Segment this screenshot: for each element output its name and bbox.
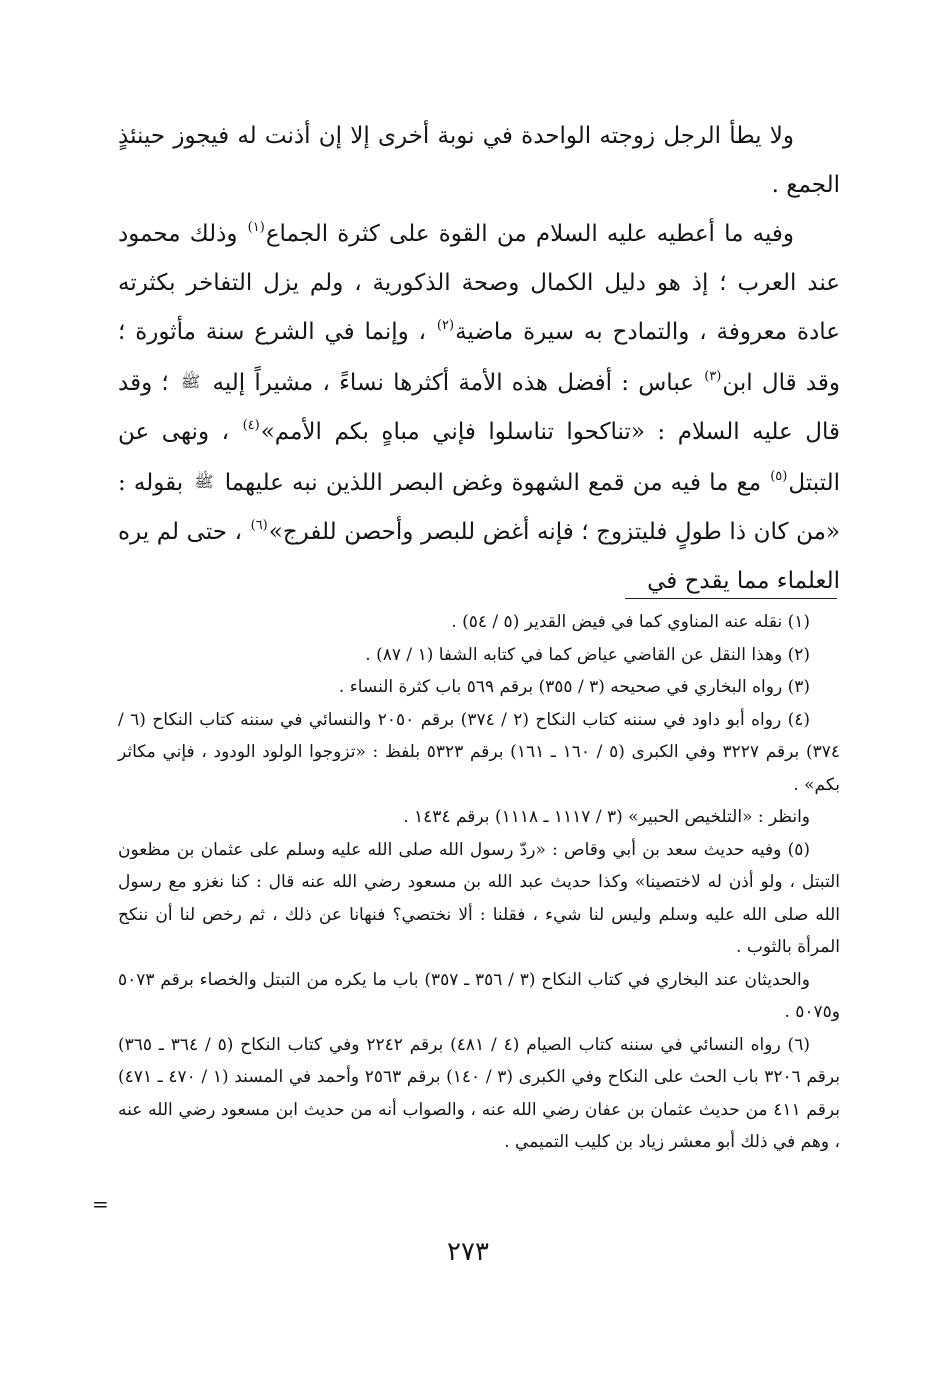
paragraph-2 — [118, 210, 840, 606]
footnote-3: (٣) رواه البخاري في صحيحه (٣ / ٣٥٥) برقم ٥٦٩ باب كثرة النساء . — [338, 677, 810, 697]
footnote-2: (٢) وهذا النقل عن القاضي عياض كما في كتابه الشفا (١ / ٨٧) . — [365, 644, 810, 665]
footnote-ref-4: (٤) — [242, 418, 260, 433]
salawat-icon: ﷺ — [180, 372, 201, 391]
footnote-5: (٥) وفيه حديث سعد بن أبي وقاص : «ردّ رسول الله صلى الله عليه وسلم على عثمان بن مظعون التبتل ، ولو أذن له لاختصينا» وكذا حديث عبد الله بن مسعود رضي الله عنه قال : كنا نغزو مع رسول الله صلى الله عليه وسلم وليس لنا شيء ، فقلنا : ألا نختصي؟ فنهانا عن ذلك ، ثم رخص لنا أن ننكح المرأة بالثوب . — [118, 839, 840, 957]
text-segment: وفيه ما أعطيه عليه السلام من القوة على كثرة الجماع — [265, 221, 794, 247]
footnotes — [118, 606, 840, 1159]
footnote-ref-1: (١) — [247, 220, 265, 235]
page-number: ٢٧٣ — [447, 1237, 489, 1267]
salawat-icon: ﷺ — [194, 472, 214, 491]
footnote-4: (٤) رواه أبو داود في سننه كتاب النكاح (٢ / ٣٧٤) برقم ٢٠٥٠ والنسائي في سننه كتاب النكاح (٦ / ٣٧٤) برقم ٣٢٢٧ وفي الكبرى (٥ / ١٦٠ ـ ١٦١) برقم ٥٣٢٣ بلفظ : «تزوجوا الولود الودود ، فإني مكاثر بكم» . — [118, 709, 840, 795]
footnote-ref-2: (٢) — [436, 318, 455, 333]
text-segment: مع ما فيه من قمع الشهوة وغض البصر اللذين نبه عليهما — [216, 470, 770, 496]
paragraph-1: ولا يطأ الرجل زوجته الواحدة في نوبة أخرى إلا إن أذنت له فيجوز حينئذٍ الجمع . — [118, 123, 840, 198]
footnote-5-continuation: والحديثان عند البخاري في كتاب النكاح (٣ / ٣٥٦ ـ ٣٥٧) باب ما يكره من التبتل والخصاء برقم ٥٠٧٣ و٥٠٧٥ . — [118, 969, 840, 1022]
text-segment: ؛ وقد قال عليه السلام : «تناكحوا تناسلوا فإني مباهٍ بكم الأمم» — [118, 370, 840, 445]
main-text — [118, 112, 840, 606]
footnote-ref-6: (٦) — [250, 518, 268, 533]
text-segment: ، وإنما في الشرع سنة مأثورة ؛ وقد قال ابن — [118, 319, 840, 396]
footnote-4-continuation: وانظر : «التلخيص الحبير» (٣ / ١١١٧ ـ ١١١٨) برقم ١٤٣٤ . — [403, 807, 810, 827]
text-segment: بقوله : «من كان ذا طولٍ فليتزوج ؛ فإنه أغض للبصر وأحصن للفرج» — [118, 470, 841, 545]
footnote-ref-5: (٥) — [770, 469, 788, 484]
footnote-1: (١) نقله عنه المناوي كما في فيض القدير (٥ / ٥٤) . — [451, 612, 810, 632]
footnote-separator — [625, 598, 837, 599]
footnote-6: (٦) رواه النسائي في سننه كتاب الصيام (٤ / ٤٨١) برقم ٢٢٤٢ وفي كتاب النكاح (٥ / ٣٦٤ ـ ٣٦٥) برقم ٣٢٠٦ باب الحث على النكاح وفي الكبرى (٣ / ١٤٠) برقم ٢٥٦٣ وأحمد في المسند (١ / ٤٧٠ ـ ٤٧١) برقم ٤١١ من حديث عثمان بن عفان رضي الله عنه ، والصواب أنه من حديث ابن مسعود رضي الله عنه ، وهم في ذلك أبو معشر زياد بن كليب التميمي . — [118, 1034, 840, 1152]
text-segment: ، ونهى عن التبتل — [118, 419, 840, 496]
footnote-ref-3: (٣) — [704, 369, 722, 384]
text-segment: عباس : أفضل هذه الأمة أكثرها نساءً ، مشيراً إليه — [203, 370, 704, 396]
text-segment: وذلك محمود عند العرب ؛ إذ هو دليل الكمال وصحة الذكورية ، ولم يزل التفاخر بكثرته عادة معروفة ، والتمادح به سيرة ماضية — [118, 221, 840, 345]
text-segment: ، حتى لم يره العلماء مما يقدح في — [118, 519, 840, 594]
continuation-mark: = — [92, 1192, 109, 1216]
